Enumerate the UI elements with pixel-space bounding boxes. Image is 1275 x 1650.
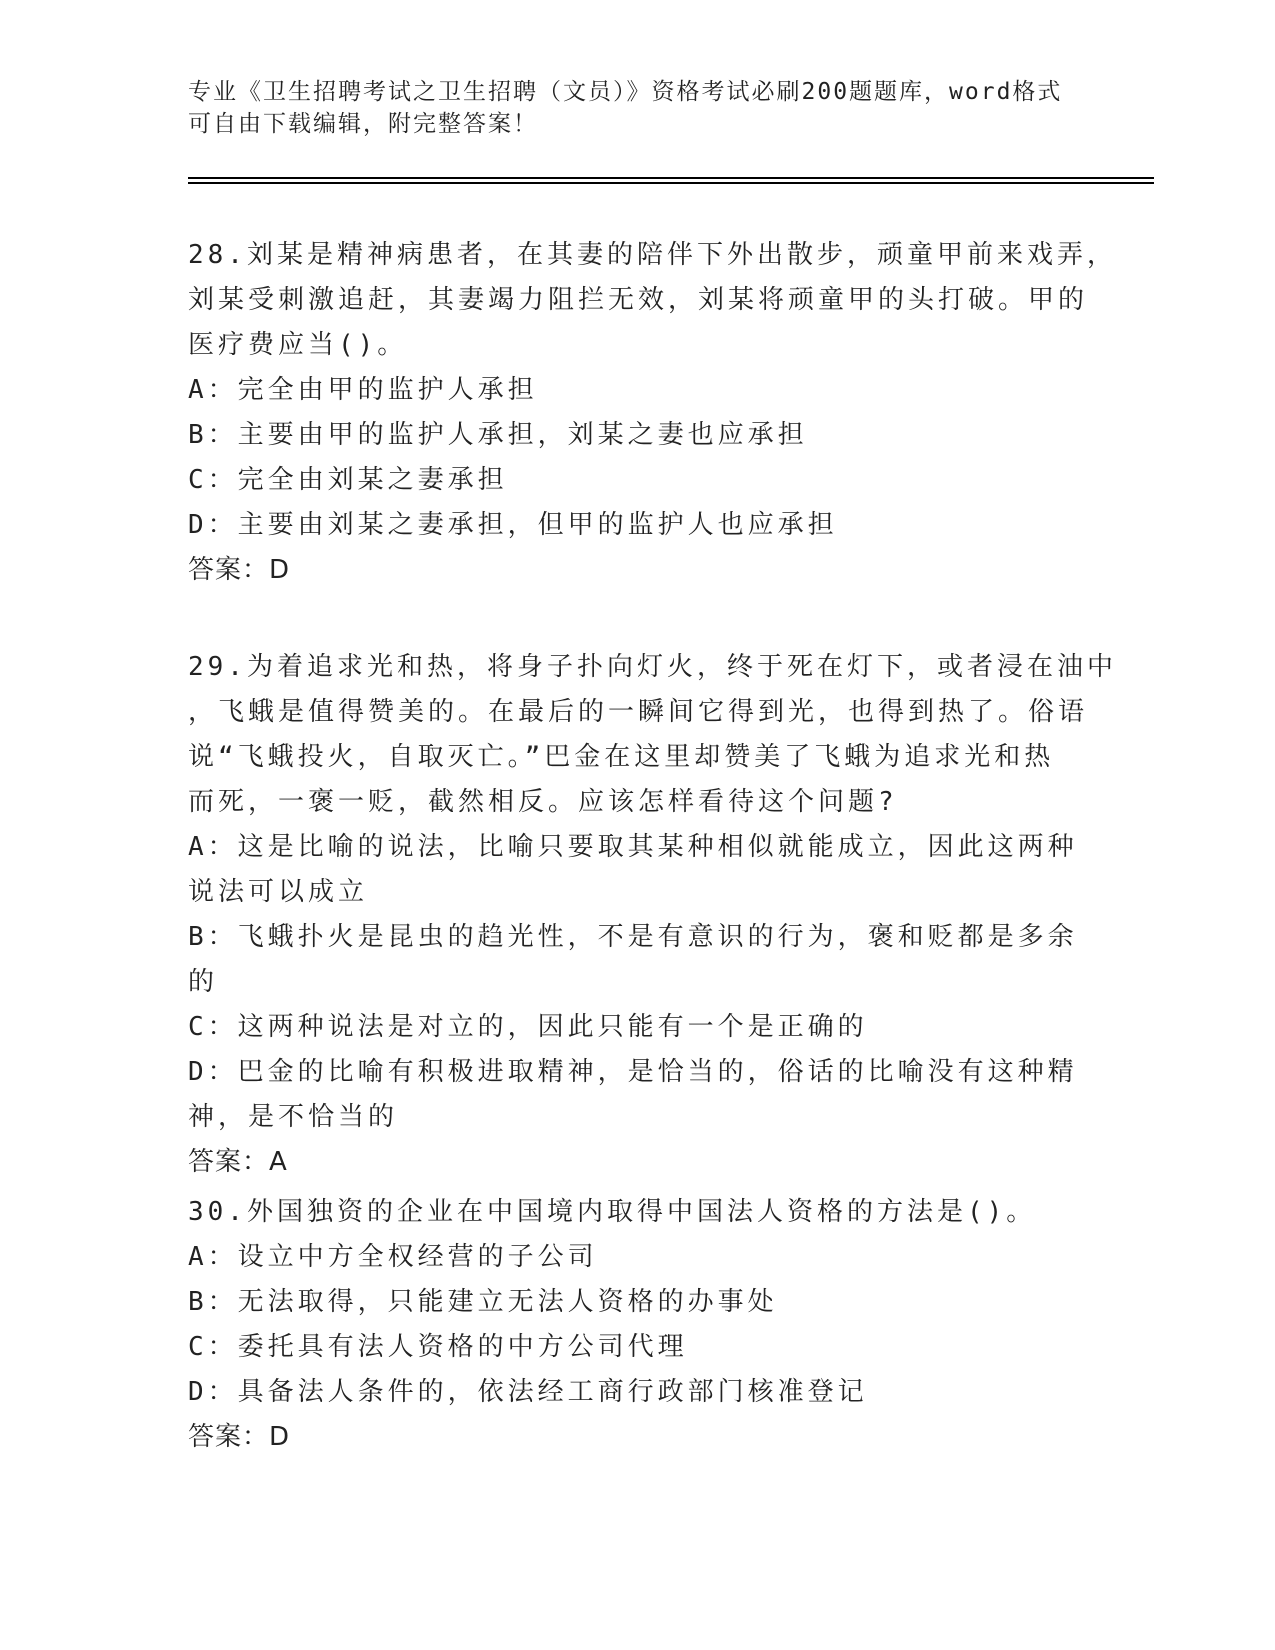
option-a: A：这是比喻的说法，比喻只要取其某种相似就能成立，因此这两种说法可以成立 — [188, 832, 1078, 907]
answer-label: 答案：A — [188, 1147, 288, 1177]
option-d: D：巴金的比喻有积极进取精神，是恰当的，俗话的比喻没有这种精神，是不恰当的 — [188, 1057, 1078, 1132]
question-stem-line: 医疗费应当()。 — [188, 330, 408, 360]
question-stem-line: ，飞蛾是值得赞美的。在最后的一瞬间它得到光，也得到热了。俗语 — [188, 697, 1089, 727]
question-29 — [188, 645, 1117, 1185]
option-a: A：完全由甲的监护人承担 — [188, 375, 538, 405]
header-line-1: 专业《卫生招聘考试之卫生招聘（文员）》资格考试必刷200题题库，word格式 — [188, 79, 1063, 105]
header-divider-bottom — [188, 182, 1154, 184]
question-28 — [188, 233, 1117, 593]
answer-label: 答案：D — [188, 1422, 291, 1452]
question-stem-line: 29.为着追求光和热，将身子扑向灯火，终于死在灯下，或者浸在油中 — [188, 652, 1117, 682]
option-c: C：这两种说法是对立的，因此只能有一个是正确的 — [188, 1012, 868, 1042]
question-stem-line: 30.外国独资的企业在中国境内取得中国法人资格的方法是()。 — [188, 1197, 1037, 1227]
option-b: B：飞蛾扑火是昆虫的趋光性，不是有意识的行为，褒和贬都是多余的 — [188, 922, 1078, 997]
option-b: B：主要由甲的监护人承担，刘某之妻也应承担 — [188, 420, 808, 450]
question-stem-line: 28.刘某是精神病患者，在其妻的陪伴下外出散步，顽童甲前来戏弄， — [188, 240, 1117, 270]
option-c: C：委托具有法人资格的中方公司代理 — [188, 1332, 688, 1362]
option-d: D：主要由刘某之妻承担，但甲的监护人也应承担 — [188, 510, 838, 540]
answer-label: 答案：D — [188, 555, 291, 585]
question-stem-line: 刘某受刺激追赶，其妻竭力阻拦无效，刘某将顽童甲的头打破。甲的 — [188, 285, 1089, 315]
document-header — [188, 76, 1068, 140]
option-c: C：完全由刘某之妻承担 — [188, 465, 508, 495]
question-stem-line: 而死，一褒一贬，截然相反。应该怎样看待这个问题? — [188, 787, 898, 817]
option-d: D：具备法人条件的，依法经工商行政部门核准登记 — [188, 1377, 868, 1407]
question-30 — [188, 1190, 1088, 1460]
option-b: B：无法取得，只能建立无法人资格的办事处 — [188, 1287, 778, 1317]
question-stem-line: 说“飞蛾投火，自取灭亡。”巴金在这里却赞美了飞蛾为追求光和热 — [188, 742, 1055, 772]
header-line-2: 可自由下载编辑，附完整答案！ — [188, 111, 538, 137]
header-divider-top — [188, 177, 1154, 179]
option-a: A：设立中方全权经营的子公司 — [188, 1242, 598, 1272]
